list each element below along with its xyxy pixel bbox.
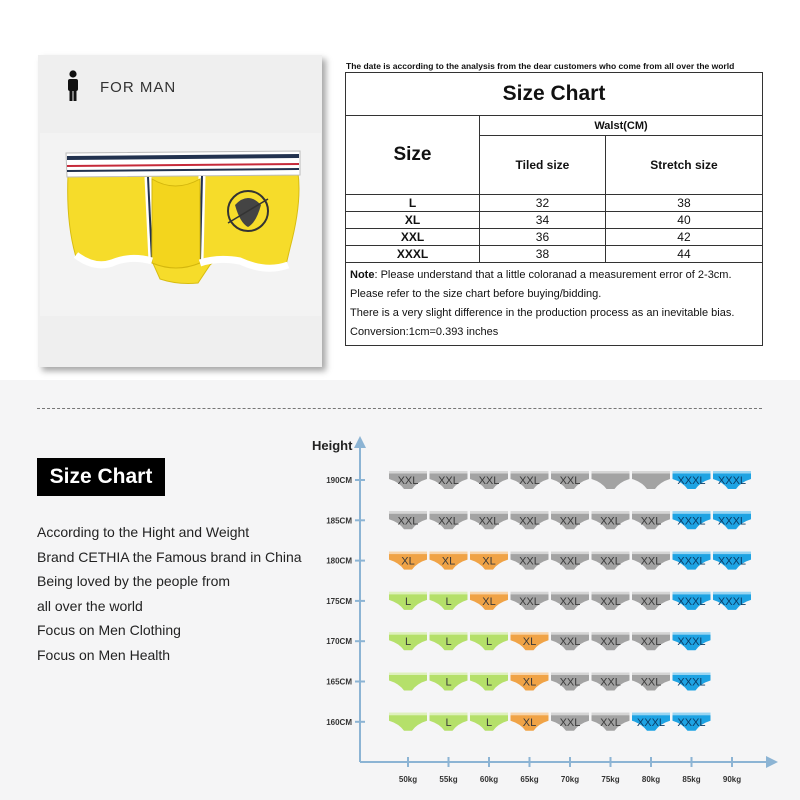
size-cell-label: XXXL: [636, 716, 666, 729]
size-cell-mark: [632, 552, 670, 570]
size-cell-mark: [673, 632, 711, 650]
desc-line: Focus on Men Clothing: [37, 622, 181, 638]
waistband-mark: [389, 673, 427, 676]
y-axis-label: Height: [312, 438, 353, 453]
size-cell-label: XXXL: [677, 636, 706, 649]
waistband-mark: [632, 552, 670, 555]
size-cell-mark: [592, 511, 630, 529]
tiled-size-header: Tiled size: [480, 136, 606, 195]
x-axis-arrow: [766, 756, 778, 768]
size-cell-mark: [470, 592, 508, 610]
size-cell-mark: [632, 673, 670, 691]
size-cell-mark: [389, 673, 427, 691]
size-cell-label: XXL: [640, 555, 662, 568]
size-cell-label: XXL: [438, 515, 459, 528]
waistband-mark: [511, 552, 549, 555]
size-cell-label: XXL: [519, 475, 540, 487]
x-tick-label: 65kg: [520, 775, 539, 784]
waistband-mark: [389, 511, 427, 514]
waistband-mark: [470, 632, 508, 635]
waistband-mark: [389, 552, 427, 555]
waistband-mark: [470, 592, 508, 595]
size-cell-mark: [511, 673, 549, 691]
size-cell-label: XL: [441, 555, 456, 568]
size-cell-label: XXL: [600, 515, 621, 528]
waistband-mark: [551, 713, 589, 716]
waistband-mark: [592, 713, 630, 716]
size-cell-mark: [511, 471, 549, 489]
briefs-icon: [632, 471, 670, 489]
waistband-mark: [551, 632, 589, 635]
waistband-mark: [430, 632, 468, 635]
tiled-cell: 32: [480, 195, 606, 212]
size-cell-mark: [430, 511, 468, 529]
y-tick-label: 170CM: [326, 637, 352, 647]
waistband-mark: [511, 673, 549, 676]
size-cell-label: L: [485, 636, 493, 649]
size-cell-label: XXXL: [677, 676, 706, 689]
size-cell-mark: [673, 471, 711, 489]
size-cell-label: L: [485, 716, 493, 729]
waistband-mark: [673, 552, 711, 555]
size-cell-mark: [632, 471, 670, 489]
size-cell-label: XXL: [600, 636, 621, 649]
waistband-mark: [713, 552, 751, 555]
waistband-mark: [632, 471, 670, 474]
waistband-mark: [592, 471, 630, 474]
size-cell-label: XXXL: [717, 555, 747, 568]
size-cell-mark: [389, 511, 427, 529]
waistband-mark: [592, 632, 630, 635]
size-cell-label: XXXL: [677, 475, 706, 487]
size-cell-label: XXL: [519, 515, 540, 528]
waistband-mark: [511, 471, 549, 474]
size-cell-mark: [430, 713, 468, 731]
x-tick-label: 60kg: [479, 775, 499, 784]
waistband-mark: [511, 511, 549, 514]
size-cell: XXL: [346, 229, 480, 246]
stretch-cell: 44: [605, 246, 762, 263]
waistband-mark: [673, 632, 711, 635]
size-cell-mark: [673, 673, 711, 691]
size-cell-mark: [551, 632, 589, 650]
waistband-mark: [592, 592, 630, 595]
y-tick-label: 180CM: [326, 556, 352, 566]
size-cell-mark: [673, 713, 711, 731]
desc-line: Focus on Men Health: [37, 646, 171, 663]
size-cell-mark: [713, 552, 751, 570]
size-cell-mark: [673, 592, 711, 610]
x-tick-label: 75kg: [601, 775, 620, 784]
size-cell-label: XL: [522, 636, 537, 649]
x-tick-label: 80kg: [641, 775, 661, 784]
x-tick-label: 70kg: [560, 775, 580, 784]
note-line-4: Conversion:1cm=0.393 inches: [350, 326, 499, 338]
size-cell-label: XXL: [640, 595, 662, 608]
briefs-icon: [389, 713, 427, 731]
size-cell-mark: [632, 632, 670, 650]
size-cell-label: L: [404, 595, 412, 608]
waistband-mark: [470, 713, 508, 716]
size-cell-label: L: [445, 636, 452, 649]
size-cell-mark: [389, 552, 427, 570]
size-cell-mark: [551, 592, 589, 610]
stretch-size-header: Stretch size: [605, 136, 762, 195]
waistband-mark: [430, 471, 468, 474]
tiled-cell: 38: [480, 246, 606, 263]
waistband-mark: [470, 673, 508, 676]
size-cell-label: XL: [522, 676, 537, 689]
desc-line: Being loved by the people from: [37, 573, 231, 589]
waistband-mark: [592, 552, 630, 555]
y-tick-label: 160CM: [326, 717, 352, 727]
size-cell-mark: [430, 592, 468, 610]
size-cell-mark: [592, 552, 630, 570]
waistband-mark: [673, 713, 711, 716]
note-line-1: : Please understand that a little coloranad a measurement error of 2-3cm.: [374, 269, 732, 281]
size-cell-label: XXL: [559, 515, 581, 528]
x-tick-label: 85kg: [682, 775, 701, 784]
waistband-mark: [551, 552, 589, 555]
waistband-mark: [551, 511, 589, 514]
size-cell-mark: [713, 471, 751, 489]
size-cell-mark: [470, 632, 508, 650]
size-cell-label: XXL: [640, 676, 662, 689]
stretch-cell: 40: [605, 212, 762, 229]
waistband-mark: [592, 511, 630, 514]
waistband-mark: [511, 632, 549, 635]
waistband-mark: [470, 471, 508, 474]
y-tick-label: 185CM: [326, 516, 352, 526]
size-cell-mark: [470, 511, 508, 529]
waistband-mark: [389, 471, 427, 474]
size-cell-mark: [470, 552, 508, 570]
size-chart-label: Size Chart: [37, 458, 165, 496]
desc-line: According to the Hight and Weight: [37, 524, 250, 540]
waistband-mark: [389, 632, 427, 635]
stretch-cell: 38: [605, 195, 762, 212]
size-cell-label: XXL: [559, 595, 581, 608]
size-cell-mark: [551, 511, 589, 529]
size-cell-mark: [470, 673, 508, 691]
waist-header: Walst(CM): [480, 116, 763, 136]
x-tick-label: 90kg: [722, 775, 742, 784]
waistband-mark: [430, 552, 468, 555]
size-cell-mark: [511, 592, 549, 610]
size-cell-mark: [592, 673, 630, 691]
waistband-mark: [511, 713, 549, 716]
size-cell-mark: [470, 713, 508, 731]
size-cell-label: XXL: [559, 716, 581, 729]
waistband-mark: [673, 673, 711, 676]
size-cell-label: XXL: [600, 595, 621, 608]
size-cell-label: XXL: [478, 515, 500, 528]
size-cell-mark: [673, 552, 711, 570]
size-cell-mark: [632, 713, 670, 731]
waistband-mark: [430, 511, 468, 514]
waistband-mark: [632, 713, 670, 716]
size-cell-label: L: [404, 636, 412, 649]
size-cell-mark: [592, 471, 630, 489]
waistband-mark: [551, 673, 589, 676]
size-cell-mark: [551, 552, 589, 570]
size-cell-label: XXXL: [677, 515, 706, 528]
y-axis-arrow: [354, 436, 366, 448]
waistband-mark: [592, 673, 630, 676]
y-tick-label: 175CM: [326, 596, 352, 606]
size-cell-label: XXL: [600, 555, 621, 568]
size-cell-label: XXL: [478, 475, 500, 487]
size-cell-mark: [511, 713, 549, 731]
size-cell-label: XXL: [600, 676, 621, 689]
size-cell: XXXL: [346, 246, 480, 263]
size-cell: L: [346, 195, 480, 212]
waistband-mark: [430, 592, 468, 595]
waistband-mark: [430, 673, 468, 676]
y-tick-label: 165CM: [326, 677, 352, 687]
briefs-icon: [389, 673, 427, 691]
size-cell-mark: [713, 592, 751, 610]
size-cell-label: XXXL: [717, 515, 747, 528]
y-tick-label: 190CM: [326, 476, 352, 485]
waistband-mark: [673, 592, 711, 595]
size-cell-mark: [632, 511, 670, 529]
size-cell-mark: [713, 511, 751, 529]
size-cell-mark: [551, 673, 589, 691]
size-table-title: Size Chart: [346, 73, 763, 116]
size-cell-mark: [389, 632, 427, 650]
size-cell-mark: [551, 471, 589, 489]
waistband-mark: [632, 673, 670, 676]
waistband-mark: [713, 511, 751, 514]
size-cell-mark: [389, 471, 427, 489]
size-cell-label: XXL: [559, 636, 581, 649]
intro-text: The date is according to the analysis from the dear customers who come from all over the world: [346, 61, 735, 71]
size-cell-label: XXL: [519, 595, 540, 608]
x-tick-label: 50kg: [398, 775, 418, 784]
note-line-2: Please refer to the size chart before buying/bidding.: [350, 288, 602, 300]
size-cell-label: XXL: [438, 475, 459, 487]
size-cell-label: XXL: [640, 515, 662, 528]
size-cell-mark: [470, 471, 508, 489]
size-cell-label: L: [445, 595, 452, 608]
size-cell-label: XXL: [397, 475, 419, 487]
size-cell-mark: [592, 632, 630, 650]
size-cell-mark: [511, 632, 549, 650]
x-tick-label: 55kg: [439, 775, 458, 784]
waistband-mark: [389, 592, 427, 595]
stretch-cell: 42: [605, 229, 762, 246]
tiled-cell: 36: [480, 229, 606, 246]
waistband-mark: [673, 511, 711, 514]
size-cell-label: XL: [522, 716, 537, 729]
size-cell-mark: [430, 552, 468, 570]
size-cell-mark: [673, 511, 711, 529]
size-cell-mark: [389, 713, 427, 731]
size-cell: XL: [346, 212, 480, 229]
size-cell-mark: [511, 511, 549, 529]
waistband-mark: [389, 713, 427, 716]
size-cell-label: XXXL: [717, 595, 747, 608]
for-man-label: FOR MAN: [100, 79, 177, 96]
size-cell-label: L: [445, 676, 452, 689]
size-cell-mark: [430, 673, 468, 691]
note-label: Note: [350, 269, 375, 281]
size-cell-mark: [551, 713, 589, 731]
size-cell-label: XXXL: [677, 555, 706, 568]
size-cell-label: XXL: [640, 636, 662, 649]
tiled-cell: 34: [480, 212, 606, 229]
waistband-mark: [713, 471, 751, 474]
waistband-mark: [470, 552, 508, 555]
waistband-mark: [470, 511, 508, 514]
size-cell-label: XL: [482, 555, 496, 568]
size-cell-label: XXL: [559, 676, 581, 689]
waistband-mark: [430, 713, 468, 716]
size-cell-label: XXL: [600, 716, 621, 729]
size-cell-label: L: [485, 676, 493, 689]
note-line-3: There is a very slight difference in the production process as an inevitable bias.: [350, 307, 735, 319]
size-cell-label: XL: [401, 555, 415, 568]
desc-line: Brand CETHIA the Famous brand in China: [37, 548, 302, 565]
briefs-icon: [592, 471, 630, 489]
size-cell-mark: [389, 592, 427, 610]
size-cell-label: XXL: [559, 475, 581, 487]
waistband-mark: [632, 592, 670, 595]
size-cell-label: XXL: [559, 555, 581, 568]
size-cell-label: XL: [482, 595, 496, 608]
size-cell-label: XXL: [397, 515, 419, 528]
waistband-mark: [551, 592, 589, 595]
size-cell-label: XXL: [519, 555, 540, 568]
waistband-mark: [673, 471, 711, 474]
size-cell-label: L: [445, 716, 452, 729]
size-cell-mark: [592, 713, 630, 731]
waistband-mark: [632, 511, 670, 514]
waistband-mark: [511, 592, 549, 595]
size-cell-mark: [511, 552, 549, 570]
size-cell-mark: [592, 592, 630, 610]
waistband-mark: [713, 592, 751, 595]
size-cell-label: XXXL: [677, 595, 706, 608]
size-header: Size: [346, 116, 480, 195]
size-cell-mark: [430, 471, 468, 489]
size-cell-label: XXXL: [677, 716, 706, 729]
waistband-mark: [632, 632, 670, 635]
size-cell-label: XXXL: [717, 475, 747, 487]
waistband-mark: [551, 471, 589, 474]
size-cell-mark: [632, 592, 670, 610]
desc-line: all over the world: [37, 597, 143, 614]
size-cell-mark: [430, 632, 468, 650]
